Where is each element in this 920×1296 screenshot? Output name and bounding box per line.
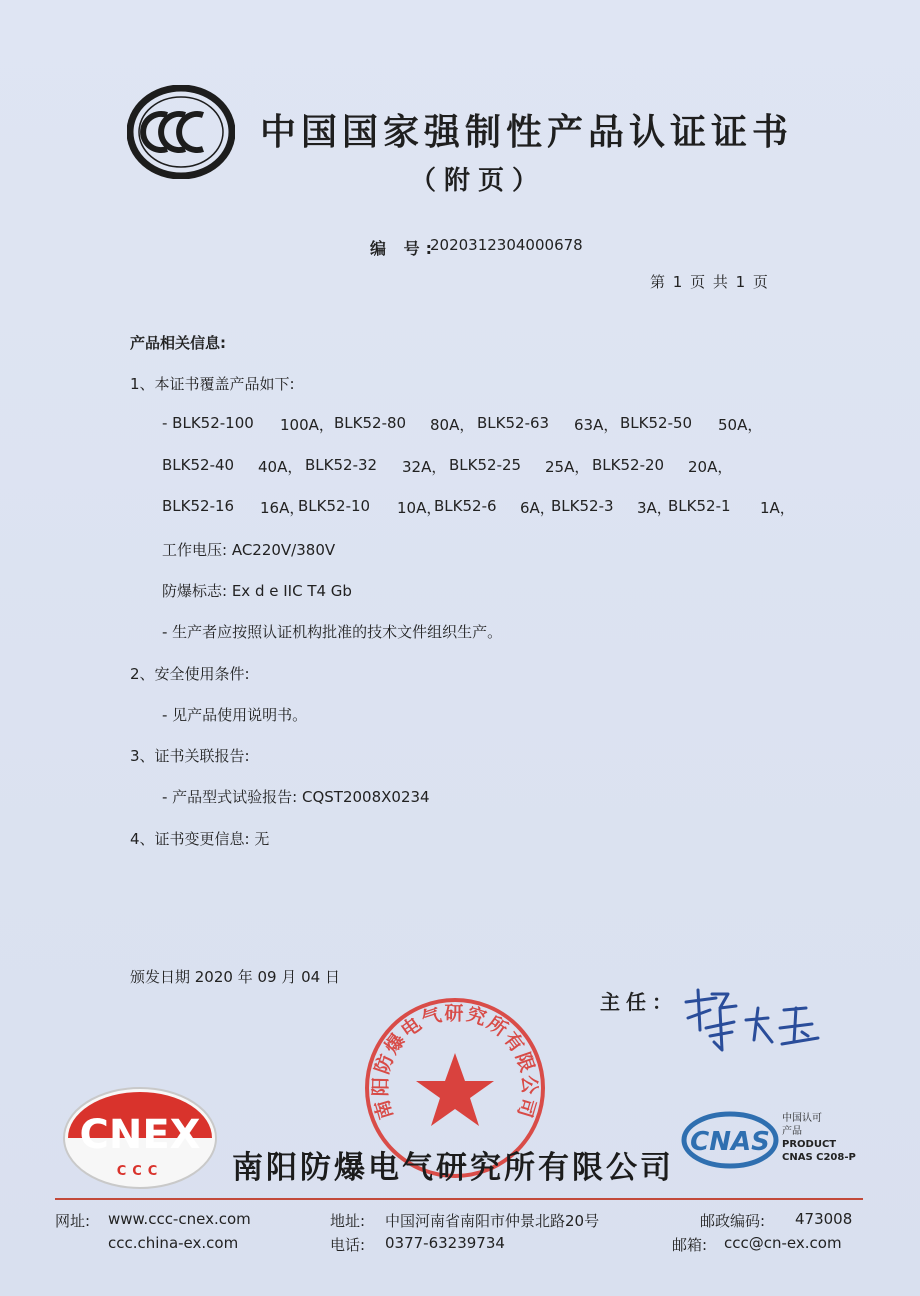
model-rating: 25A， <box>545 458 590 476</box>
director-signature <box>676 980 826 1060</box>
model-rating: 40A， <box>258 458 303 476</box>
working-voltage: 工作电压: AC220V/380V <box>162 541 336 559</box>
model-rating: 6A， <box>520 499 555 517</box>
model-name: BLK52-50 <box>620 414 693 432</box>
cnas-line2: 产品 <box>782 1126 802 1137</box>
model-name: BLK52-3 <box>551 497 614 515</box>
model-name: BLK52-10 <box>298 497 371 515</box>
model-name: BLK52-20 <box>592 456 665 474</box>
model-rating: 3A， <box>637 499 672 517</box>
model-rating: 1A， <box>760 499 795 517</box>
phone-label: 电话: <box>330 1236 366 1254</box>
model-rating: 32A， <box>402 458 447 476</box>
organization-name: 南阳防爆电气研究所有限公司 <box>232 1150 674 1186</box>
model-rating: 20A， <box>688 458 733 476</box>
website-link-1[interactable]: www.ccc-cnex.com <box>108 1210 251 1228</box>
model-name: BLK52-1 <box>668 497 731 515</box>
model-rating: 16A， <box>260 499 305 517</box>
ex-marking: 防爆标志: Ex d e IIC T4 Gb <box>162 582 352 600</box>
item2-note: - 见产品使用说明书。 <box>162 706 308 724</box>
cert-number-label: 编 号: <box>370 239 438 258</box>
section-title: 产品相关信息: <box>130 334 226 352</box>
cnex-logo <box>60 1083 220 1193</box>
cnex-logo-top: CNEX <box>79 1112 201 1158</box>
postcode-label: 邮政编码: <box>700 1212 766 1230</box>
footer-divider <box>55 1198 863 1200</box>
certificate-subtitle: （附页） <box>410 166 547 196</box>
postcode: 473008 <box>795 1210 853 1228</box>
cnas-line1: 中国认可 <box>782 1113 822 1124</box>
model-name: - BLK52-100 <box>162 414 254 432</box>
cnas-mark-text <box>782 1112 856 1164</box>
model-name: BLK52-32 <box>305 456 378 474</box>
model-name: BLK52-6 <box>434 497 497 515</box>
email-label: 邮箱: <box>672 1236 708 1254</box>
item4-heading: 4、证书变更信息: 无 <box>130 830 270 848</box>
website-label: 网址: <box>55 1212 91 1230</box>
item3-heading: 3、证书关联报告: <box>130 747 250 765</box>
model-name: BLK52-63 <box>477 414 550 432</box>
model-rating: 100A， <box>280 416 334 434</box>
cnas-line4: CNAS C208-P <box>782 1152 856 1163</box>
model-rating: 80A， <box>430 416 475 434</box>
director-label: 主任： <box>600 990 678 1014</box>
cnas-logo <box>680 1110 780 1170</box>
model-rating: 50A， <box>718 416 763 434</box>
cnas-logo-text: CNAS <box>690 1127 770 1157</box>
address-label: 地址: <box>330 1212 366 1230</box>
cert-number: 2020312304000678 <box>430 236 583 254</box>
svg-text:南阳防爆电气研究所有限公司: 南阳防爆电气研究所有限公司 <box>369 1002 541 1122</box>
phone: 0377-63239734 <box>385 1234 505 1252</box>
email[interactable]: ccc@cn-ex.com <box>724 1234 842 1252</box>
ccc-logo <box>127 85 235 179</box>
item3-note: - 产品型式试验报告: CQST2008X0234 <box>162 788 430 806</box>
production-note: - 生产者应按照认证机构批准的技术文件组织生产。 <box>162 623 503 641</box>
page-info: 第 1 页 共 1 页 <box>650 273 768 291</box>
address: 中国河南省南阳市仲景北路20号 <box>385 1212 600 1230</box>
cnex-logo-bottom: CCC <box>116 1164 164 1179</box>
model-rating: 63A， <box>574 416 619 434</box>
model-name: BLK52-25 <box>449 456 522 474</box>
website-link-2[interactable]: ccc.china-ex.com <box>108 1234 239 1252</box>
item1-heading: 1、本证书覆盖产品如下: <box>130 375 295 393</box>
cnas-line3: PRODUCT <box>782 1139 837 1150</box>
issue-date: 颁发日期 2020 年 09 月 04 日 <box>130 968 340 986</box>
model-name: BLK52-80 <box>334 414 407 432</box>
model-name: BLK52-16 <box>162 497 235 515</box>
model-name: BLK52-40 <box>162 456 235 474</box>
item2-heading: 2、安全使用条件: <box>130 665 250 683</box>
model-rating: 10A， <box>397 499 442 517</box>
certificate-title: 中国国家强制性产品认证证书 <box>260 112 794 153</box>
